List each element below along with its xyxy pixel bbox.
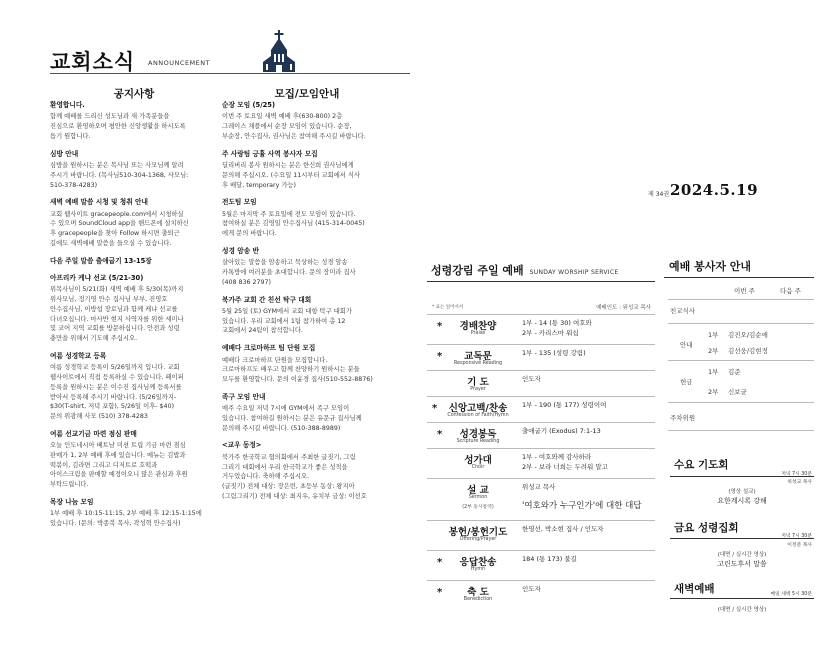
wednesday-note: (영상 설교) [728,489,756,495]
notice-item: 여름 선교기금 마련 점심 판매 오늘 인도네시아 베트남 미션 트립 기금 마련 점심 판매가 1, 2부 예배 후에 있습니다. 메뉴는 김밥과 떡볶이, 김라면 그리고 디저트로 호떡과 아이스크림을 판매할 예정이오니 많은 관심과 후원 부탁드립니다. [50,429,188,489]
notices-title: 공지사항 [113,88,155,100]
servants-line [668,360,814,361]
friday-text: 고린도후서 말씀 [717,560,767,568]
wednesday-speaker: 위성교 목사 [787,480,812,485]
servants-title: 예배 봉사자 안내 [669,260,752,273]
order-row: * 교독문 Responsive Reading 1부 - 135 (성령 강림) [427,344,655,370]
worship-order [427,300,655,606]
servant-label: 헌금 [680,378,693,386]
servant-part: 2부 [708,388,719,396]
stand-note: * 표는 일어서서 [432,305,464,310]
servant-label: 친교식사 [670,307,696,315]
servant-name: 김선웅/김현정 [728,347,768,355]
recruit-column [222,100,392,509]
dawn-title: 새벽예배 [674,583,715,595]
recruit-item: 순장 모임 (5/25) 이번 주 토요일 새벽 예배 후(630-800) 2층 그레이스 채플에서 순장 모임이 있습니다. 순장, 부순장, 안수집사, 권사님은 참여해 주시길 바랍니다. [222,101,366,140]
worship-title-en: SUNDAY WORSHIP SERVICE [529,269,619,276]
friday-note: (대면 / 실시간 영상) [717,552,767,558]
notice-item: 심방 안내 심방을 원하시는 분은 목사님 또는 사모님께 알려 주시기 바랍니다. (목사님510-304-1368, 사모님: 510-378-4283) [50,149,189,189]
date: 2024.5.19 [670,181,759,199]
issue-number: 제 34권 [648,191,670,198]
servants-col-this: 이번 주 [734,287,755,295]
worship-leader: 예배인도 : 위성교 목사 [596,305,651,311]
notices-column [50,100,218,536]
servant-part: 1부 [708,368,719,376]
church-icon [262,30,296,74]
notice-item: 환영합니다. 함께 예배를 드리신 성도님과 새 가족분들을 진심으로 환영하오며 평안한 신앙생활을 하시도록 돕기 원합니다. [50,101,186,140]
order-row: * 신앙고백/찬송 Confession of Faith/Hymn 1부 - 190 (통 177) 성령이여 [427,396,655,422]
order-row: 성가대 Choir 1부 - 여호와께 감사하라 2부 - 보라 너희는 두려워 말고 [427,448,655,478]
servant-name: 신보균 [728,388,747,396]
order-row: 기 도 Prayer 인도자 [427,370,655,396]
recruit-item: 전도팀 모임 5월은 마지막 주 토요일에 전도 모임이 있습니다. 참여하실 분은 김영일 안수집사님 (415-314-0045) 에게 문의 바랍니다. [222,198,365,238]
header-rule [50,73,410,74]
page-title: 교회소식 [50,50,136,74]
recruit-item: 북가주 교회 간 친선 탁구 대회 5월 25일 (토) GYM에서 교회 대항 탁구 대회가 있습니다. 우리 교회에서 1팀 참가하여 총 12 교회에서 24팀이 참석합니다. [222,295,352,335]
friday-speaker: 이정분 목사 [787,543,812,548]
order-row: * 응답찬송 Hymn 184 (통 173) 불길 [427,550,655,580]
wednesday-rule [670,476,814,477]
recruit-item: <교우 동정> 북가주 한국학교 협의회에서 주최한 글짓기, 그림 그리기 대회에서 우리 한국학교가 좋은 성적을 거두었습니다. 축하해 주십시오. (글짓기) 전체 대상: 장은빈, 초등부 동상: 왕지아 (그림그리기) 전체 대상: 최지우, 유치부 금상: 이선호 [222,441,367,500]
dawn-note: (대면 / 실시간 영상) [717,607,767,613]
order-row: 봉헌/봉헌기도 Offering/Prayer 한영선, 박소현 집사 / 인도자 [427,520,655,550]
servant-name: 김진오/김순애 [728,331,768,339]
order-row: * 성경봉독 Scripture Reading 출애굽기 (Exodus) 7:1-13 [427,422,655,448]
servant-name: 김준 [728,368,741,376]
order-row: * 경배찬양 Praise 1부 - 14 (통 30) 여호와 2부 - 카리스마 워십 [427,314,655,344]
servants-line [668,299,814,300]
servant-part: 2부 [708,347,719,355]
worship-meta [427,300,655,314]
notice-item: 여름 성경학교 등록 여름 성경학교 등록이 5/26일까지 입니다. 교회 웹사이트에서 직접 등록하실 수 있습니다. 페이퍼 등록을 원하시는 분은 이수진 집사님께 등록서를 받아서 등록해 주시기 바랍니다. (5/26일까지- $30(T-shirt, 저녁 포함), 5/26일 이후- $40) 문의 위광해 사모 (510) 378-4283 [50,351,184,420]
servants-line [668,402,814,403]
worship-rule [427,281,655,282]
friday-rule [670,538,814,539]
recruit-item: 족구 모임 안내 매주 수요일 저녁 7시에 GYM에서 족구 모임이 있습니다. 참여하길 원하시는 분은 유문규 집사님께 문의해 주시길 바랍니다. (510-388-8989) [222,392,362,432]
order-row: * 축 도 Benediction 인도자 [427,580,655,606]
worship-title: 성령강림 주일 예배 SUNDAY WORSHIP SERVICE [431,264,619,277]
wednesday-text: 요한계시록 강해 [717,497,767,505]
recruit-item: 주 사랑팀 긍휼 사역 봉사자 모집 딜리버리 봉사 원하시는 분은 한신희 권사님에게 문의해 주십시오. (수요일 11시부터 교회에서 식사 후 배달, temporary 가능) [222,149,361,189]
announcement-header [50,42,410,82]
notice-item: 목장 나눔 모임 1부 예배 후 10:15-11:15, 2부 예배 후 12:15-1:15에 있습니다. (문의: 박종복 목사, 곽성혁 안수집사) [50,497,202,527]
recruit-item: 예배다 크로마하프 팀 단원 모집 예배다 크로마하프 단원을 모집합니다. 크로마하프도 배우고 함께 찬양하기 원하시는 분들 모두를 환영합니다. 문의 이윤경 집사(510-552-8876) [222,344,373,383]
servants-line [668,430,814,431]
notice-item: 다음 주일 말씀 출애굽기 13-15장 [50,256,152,265]
wednesday-title: 수요 기도회 [674,459,729,471]
wednesday-time: 저녁 7시 30분 [781,472,812,477]
servant-label: 주차위원 [670,414,696,422]
notice-item: 새벽 예배 말씀 시청 및 청취 안내 교회 웹사이트 gracepeople.com에서 시청하실 수 있으며 SoundCloud app을 핸드폰에 설치하신 후 gracepeople을 찾아 Follow 하시면 출퇴근 길에도 새벽예배 말씀을 들으실 수 있습니다. [50,198,189,247]
servants-col-next: 다음 주 [780,287,801,295]
friday-time: 저녁 7시 30분 [781,534,812,539]
servant-part: 1부 [708,331,719,339]
servant-label: 안내 [680,341,693,349]
servants-line [668,323,814,324]
recruit-item: 성경 암송 반 살아있는 말씀을 암송하고 묵상하는 성경 암송 카톡방에 여러분을 초대합니다. 문의 장미라 집사 (408 836 2797) [222,246,356,286]
dawn-time: 매일 새벽 5시 30분 [770,592,812,597]
servants-rule [664,277,814,278]
recruit-title: 모집/모임안내 [274,88,340,100]
friday-title: 금요 성령집회 [674,522,739,534]
page-title-en: ANNOUNCEMENT [148,59,211,67]
order-row: 설 교 Sermon (2부 동시통역) 위성교 목사 '여호와가 누구인가'에 대한 대답 [427,478,655,520]
dawn-rule [670,598,814,599]
notice-item: 아프리카 케냐 선교 (5/21-30) 위목사님이 5/21(화) 새벽 예배 후 5/30(목)까지 위사모님, 정기영 안수 집사님 부부, 진영호 안수집사님, 이방섭 장로님과 함께 케냐 선교를 다녀오십니다. 마사반 현지 사역자를 위한 세미나 및 코어 지역 교회를 방문하십니다. 안전과 성령 충만을 위해서 기도해 주십시오. [50,274,184,343]
